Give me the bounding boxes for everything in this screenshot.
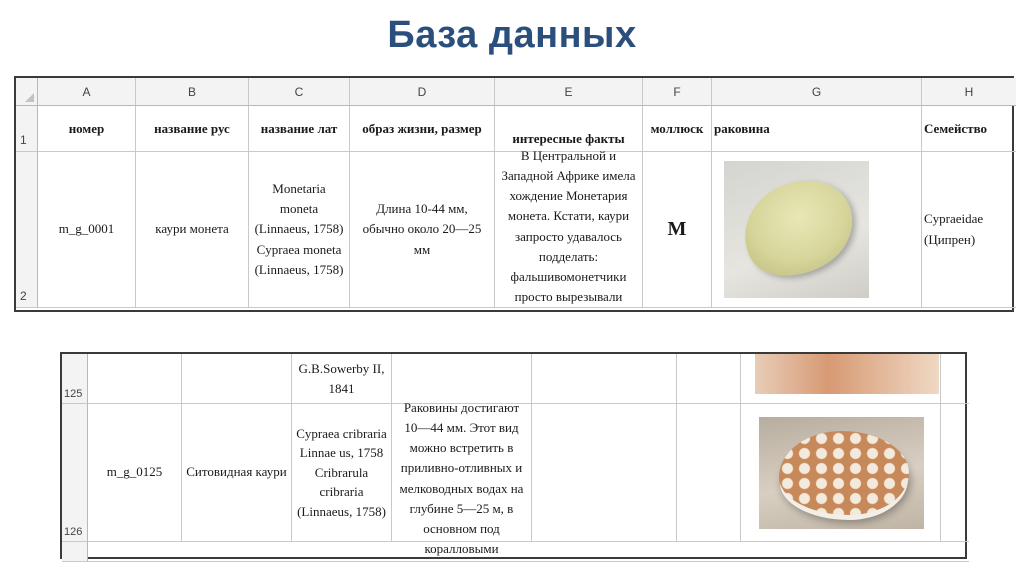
data-cell-family[interactable]: Cypraeidae (Ципрен) [922, 152, 1016, 308]
cell-125-b[interactable] [182, 354, 292, 404]
cell-126-f[interactable] [677, 404, 741, 542]
data-cell-name-lat[interactable]: Monetaria moneta (Linnaeus, 1758) Cypraea moneta (Linnaeus, 1758) [249, 152, 350, 308]
row-header-126[interactable]: 126 [62, 404, 88, 542]
row-header-2[interactable]: 2 [16, 152, 38, 308]
spreadsheet-excerpt [60, 352, 967, 559]
row-header-125[interactable]: 125 [62, 354, 88, 404]
header-cell-shell[interactable]: раковина [712, 106, 922, 152]
facts-text: В Центральной и Западной Африке имела хождение Монетария монета. Кстати, каури запросто удавалось подделать: фальшивомонетчики просто вырезывали [501, 148, 636, 304]
data-cell-facts-126[interactable] [392, 400, 532, 556]
cell-125-shell[interactable] [741, 354, 941, 404]
data-cell-facts[interactable] [495, 148, 643, 308]
data-cell-name-ru-126[interactable]: Ситовидная каури [182, 404, 292, 542]
header-cell-facts[interactable]: интересные факты [495, 106, 643, 152]
cell-125-name-lat[interactable]: G.B.Sowerby II, 1841 [292, 354, 392, 404]
empty-row[interactable] [88, 542, 969, 562]
header-cell-number[interactable]: номер [38, 106, 136, 152]
header-cell-lifestyle[interactable]: образ жизни, размер [350, 106, 495, 152]
column-header-h[interactable]: H [922, 78, 1016, 106]
data-cell-mollusk[interactable]: М [643, 152, 712, 308]
data-cell-lifestyle[interactable]: Длина 10-44 мм, обычно около 20—25 мм [350, 152, 495, 308]
shell-photo-partial [755, 354, 939, 394]
header-cell-family[interactable]: Семейство [922, 106, 1016, 152]
facts-text-126: Раковины достигают 10—44 мм. Этот вид можно встретить в приливно-отливных и мелководных водах на глубине 5—25 м, в основном под коралловыми [399, 400, 524, 556]
column-header-g[interactable]: G [712, 78, 922, 106]
data-cell-number-126[interactable]: m_g_0125 [88, 404, 182, 542]
shell-photo-cowry-moneta [724, 161, 869, 298]
header-cell-name-ru[interactable]: название рус [136, 106, 249, 152]
column-header-f[interactable]: F [643, 78, 712, 106]
column-header-a[interactable]: A [38, 78, 136, 106]
spreadsheet-main [14, 76, 1014, 312]
shell-photo-cribraria [759, 417, 924, 529]
row-header-1[interactable]: 1 [16, 106, 38, 152]
cell-125-e[interactable] [532, 354, 677, 404]
cell-125-d[interactable] [392, 354, 532, 404]
cell-126-e[interactable] [532, 404, 677, 542]
shell-shape-spotted [779, 431, 909, 515]
shell-shape [727, 162, 868, 294]
data-cell-shell-126[interactable] [741, 404, 941, 542]
data-cell-name-ru[interactable]: каури монета [136, 152, 249, 308]
slide-title: База данных [387, 14, 637, 56]
header-cell-mollusk[interactable]: моллюск [643, 106, 712, 152]
select-all-corner[interactable] [16, 78, 38, 106]
header-cell-name-lat[interactable]: название лат [249, 106, 350, 152]
data-cell-name-lat-126[interactable]: Cypraea cribraria Linnae us, 1758 Cribrarula cribraria (Linnaeus, 1758) [292, 404, 392, 542]
column-header-c[interactable]: C [249, 78, 350, 106]
column-header-b[interactable]: B [136, 78, 249, 106]
row-header-empty[interactable] [62, 542, 88, 562]
cell-125-h[interactable] [941, 354, 969, 404]
data-cell-shell[interactable] [712, 152, 922, 308]
column-header-d[interactable]: D [350, 78, 495, 106]
cell-125-a[interactable] [88, 354, 182, 404]
data-cell-number[interactable]: m_g_0001 [38, 152, 136, 308]
cell-125-f[interactable] [677, 354, 741, 404]
column-header-e[interactable]: E [495, 78, 643, 106]
cell-126-h[interactable] [941, 404, 969, 542]
